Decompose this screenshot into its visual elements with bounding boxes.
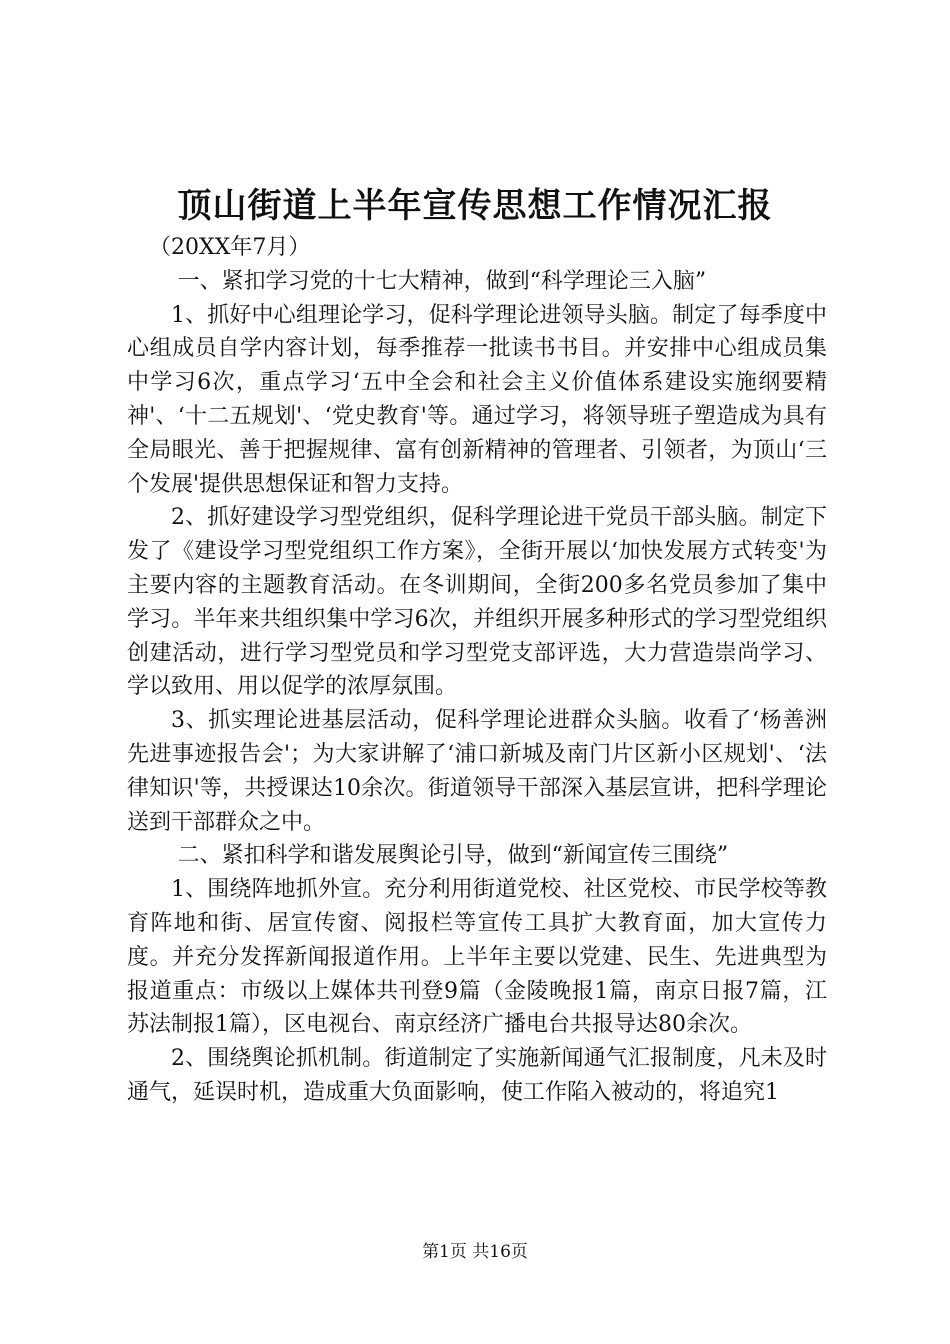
section-heading-2: 二、紧扣科学和谐发展舆论引导，做到“新闻宣传三围绕” <box>177 843 729 869</box>
paragraph-1-1: 1、抓好中心组理论学习，促科学理论进领导头脑。制定了每季度中心组成员自学内容计划，每季推荐一批读书书目。并安排中心组成员集中学习6次，重点学习‘五中全会和社会主义价值体系建设实施纲要精神'、‘十二五规划'、‘党史教育'等。通过学习，将领导班子塑造成为具有全局眼光、善于把握规律、富有创新精神的管理者、引领者，为顶山‘三个发展'提供思想保证和智力支持。 <box>127 302 827 497</box>
section-heading-1: 一、紧扣学习党的十七大精神，做到“科学理论三入脑” <box>177 268 707 294</box>
paragraph-1-2: 2、抓好建设学习型党组织，促科学理论进干党员干部头脑。制定下发了《建设学习型党组织工作方案》，全街开展以‘加快发展方式转变'为主要内容的主题教育活动。在冬训期间，全街200多名党员参加了集中学习。半年来共组织集中学习6次，并组织开展多种形式的学习型党组织创建活动，进行学习型党员和学习型党支部评选，大力营造崇尚学习、学以致用、用以促学的浓厚氛围。 <box>127 505 827 700</box>
paragraph-2-2: 2、围绕舆论抓机制。街道制定了实施新闻通气汇报制度，凡未及时通气，延误时机，造成重大负面影响，使工作陷入被动的，将追究1 <box>127 1046 827 1105</box>
document-title: 顶山街道上半年宣传思想工作情况汇报 <box>177 186 773 226</box>
paragraph-1-3: 3、抓实理论进基层活动，促科学理论进群众头脑。收看了‘杨善洲先进事迹报告会'；为大家讲解了‘浦口新城及南门片区新小区规划'、‘法律知识'等，共授课达10余次。街道领导干部深入基层宣讲，把科学理论送到干部群众之中。 <box>127 708 827 835</box>
date-line: （20XX年7月） <box>149 235 311 260</box>
document-body <box>127 231 827 1110</box>
paragraph-2-1: 1、围绕阵地抓外宣。充分利用街道党校、社区党校、市民学校等教育阵地和街、居宣传窗、阅报栏等宣传工具扩大教育面，加大宣传力度。并充分发挥新闻报道作用。上半年主要以党建、民生、先进典型为报道重点：市级以上媒体共刊登9篇（金陵晚报1篇，南京日报7篇，江苏法制报1篇），区电视台、南京经济广播电台共报导达80余次。 <box>127 877 827 1038</box>
page-footer: 第1页 共16页 <box>422 1242 528 1262</box>
